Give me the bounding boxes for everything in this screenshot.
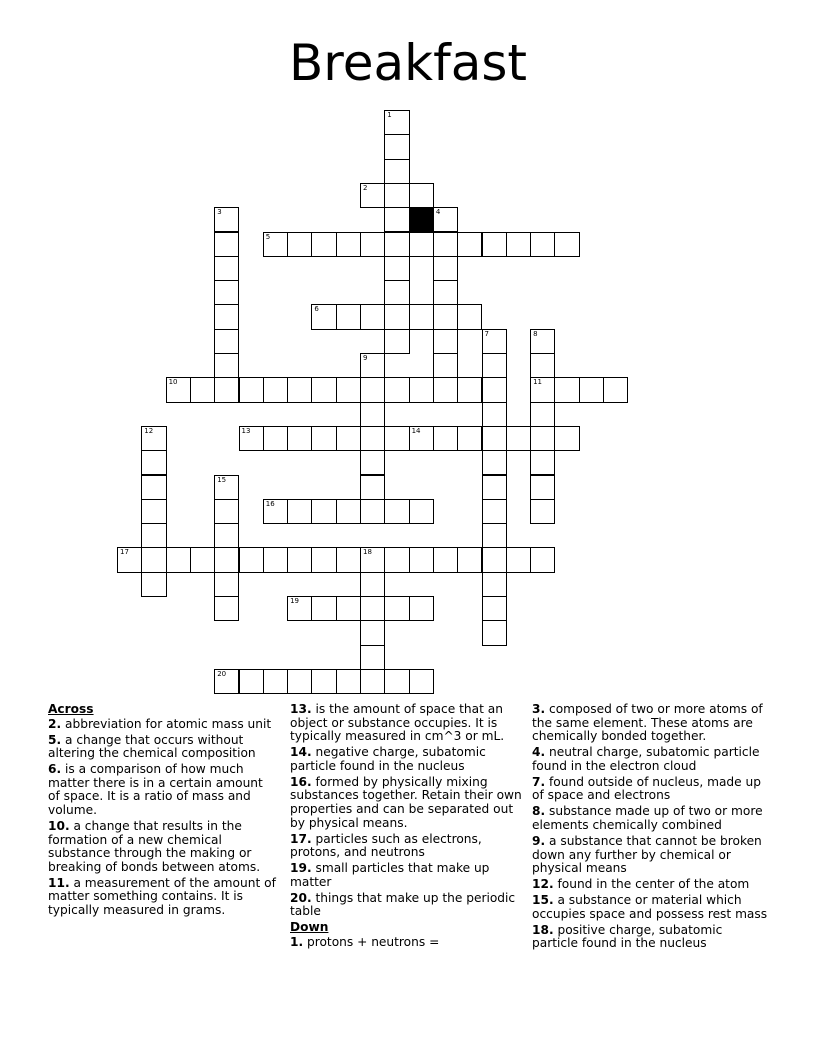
grid-cell[interactable] xyxy=(311,547,336,572)
grid-cell[interactable] xyxy=(384,304,409,329)
clue-number: 2. xyxy=(48,716,62,731)
clue-item xyxy=(532,894,772,921)
grid-cell[interactable] xyxy=(554,232,579,257)
grid-cell[interactable] xyxy=(433,304,458,329)
grid-cell[interactable] xyxy=(263,669,288,694)
clue-item xyxy=(290,776,526,830)
clue-number: 5. xyxy=(48,732,62,747)
grid-cell[interactable] xyxy=(409,499,434,524)
grid-cell[interactable] xyxy=(360,475,385,500)
grid-cell[interactable] xyxy=(239,669,264,694)
clue-text: a change that occurs without altering the chemical composition xyxy=(48,732,256,761)
clue-number: 13. xyxy=(290,702,312,716)
grid-cell[interactable] xyxy=(239,426,264,451)
clue-item xyxy=(532,805,772,832)
clue-text: positive charge, subatomic particle found in the nucleus xyxy=(532,922,723,951)
grid-cell[interactable] xyxy=(530,499,555,524)
clue-text: found in the center of the atom xyxy=(557,877,750,892)
clue-column-3 xyxy=(532,703,772,953)
grid-cell[interactable] xyxy=(141,572,166,597)
grid-cell[interactable] xyxy=(384,669,409,694)
clue-item xyxy=(290,703,526,744)
grid-cell[interactable] xyxy=(214,207,239,232)
across-heading: Across xyxy=(48,702,94,716)
grid-cell[interactable] xyxy=(603,377,628,402)
grid-cell[interactable] xyxy=(263,232,288,257)
grid-cell[interactable] xyxy=(384,110,409,135)
clue-number: 6. xyxy=(48,762,62,777)
clue-item xyxy=(48,820,276,874)
grid-cell[interactable] xyxy=(530,402,555,427)
clue-number: 18. xyxy=(532,922,554,937)
grid-cell[interactable] xyxy=(239,377,264,402)
grid-cell[interactable] xyxy=(457,304,482,329)
clue-number: 20. xyxy=(290,890,312,905)
grid-cell[interactable] xyxy=(482,329,507,354)
grid-cell[interactable] xyxy=(457,426,482,451)
clue-item xyxy=(290,746,526,773)
grid-cell[interactable] xyxy=(433,280,458,305)
grid-cell[interactable] xyxy=(482,353,507,378)
grid-cell[interactable] xyxy=(482,596,507,621)
clue-number: 4. xyxy=(532,745,546,760)
grid-cell[interactable] xyxy=(214,547,239,572)
grid-cell[interactable] xyxy=(287,547,312,572)
clue-number: 18 xyxy=(363,548,372,557)
grid-cell[interactable] xyxy=(287,377,312,402)
grid-cell[interactable] xyxy=(506,547,531,572)
grid-cell[interactable] xyxy=(360,232,385,257)
grid-cell[interactable] xyxy=(360,572,385,597)
grid-cell[interactable] xyxy=(190,377,215,402)
clue-number: 17. xyxy=(290,831,312,846)
grid-cell[interactable] xyxy=(360,377,385,402)
clue-column-1 xyxy=(48,703,276,920)
grid-cell[interactable] xyxy=(263,547,288,572)
grid-cell[interactable] xyxy=(360,596,385,621)
clue-number: 13 xyxy=(241,426,251,435)
blocked-cell xyxy=(409,207,434,232)
grid-cell[interactable] xyxy=(214,596,239,621)
clue-text: a measurement of the amount of matter something contains. It is typically measured in grams. xyxy=(48,875,276,917)
clue-item xyxy=(48,718,276,732)
clue-item xyxy=(532,924,772,951)
grid-cell[interactable] xyxy=(384,426,409,451)
grid-cell[interactable] xyxy=(263,426,288,451)
grid-cell[interactable] xyxy=(166,377,191,402)
grid-cell[interactable] xyxy=(409,426,434,451)
grid-cell[interactable] xyxy=(239,547,264,572)
grid-cell[interactable] xyxy=(360,450,385,475)
clue-number: 1. xyxy=(290,934,304,949)
grid-cell[interactable] xyxy=(433,256,458,281)
grid-cell[interactable] xyxy=(530,426,555,451)
clue-item xyxy=(532,835,772,876)
grid-cell[interactable] xyxy=(579,377,604,402)
grid-cell[interactable] xyxy=(384,159,409,184)
clue-text: formed by physically mixing substances together. Retain their own properties and can be separated out by physical means. xyxy=(290,774,522,830)
grid-cell[interactable] xyxy=(360,183,385,208)
grid-cell[interactable] xyxy=(336,377,361,402)
clue-item xyxy=(532,746,772,773)
grid-cell[interactable] xyxy=(214,353,239,378)
grid-cell[interactable] xyxy=(117,547,142,572)
clue-number: 8. xyxy=(532,804,546,819)
grid-cell[interactable] xyxy=(384,134,409,159)
clue-item xyxy=(48,734,276,761)
clue-number: 16 xyxy=(265,499,275,508)
grid-cell[interactable] xyxy=(287,669,312,694)
grid-cell[interactable] xyxy=(384,329,409,354)
grid-cell[interactable] xyxy=(482,620,507,645)
grid-cell[interactable] xyxy=(457,377,482,402)
grid-cell[interactable] xyxy=(311,426,336,451)
clue-item xyxy=(532,776,772,803)
grid-cell[interactable] xyxy=(433,329,458,354)
clue-number: 3. xyxy=(532,702,546,716)
grid-cell[interactable] xyxy=(384,596,409,621)
clue-number: 6 xyxy=(314,305,319,314)
grid-cell[interactable] xyxy=(482,232,507,257)
clue-number: 14. xyxy=(290,745,312,760)
grid-cell[interactable] xyxy=(482,377,507,402)
grid-cell[interactable] xyxy=(384,256,409,281)
grid-cell[interactable] xyxy=(384,377,409,402)
grid-cell[interactable] xyxy=(482,450,507,475)
grid-cell[interactable] xyxy=(409,377,434,402)
grid-cell[interactable] xyxy=(336,547,361,572)
grid-cell[interactable] xyxy=(287,232,312,257)
grid-cell[interactable] xyxy=(384,232,409,257)
clue-text: particles such as electrons, protons, and neutrons xyxy=(290,831,482,860)
grid-cell[interactable] xyxy=(336,232,361,257)
grid-cell[interactable] xyxy=(530,232,555,257)
grid-cell[interactable] xyxy=(141,523,166,548)
clue-number: 3 xyxy=(217,208,222,217)
clue-item xyxy=(290,833,526,860)
grid-cell[interactable] xyxy=(409,232,434,257)
grid-cell[interactable] xyxy=(506,232,531,257)
grid-cell[interactable] xyxy=(384,499,409,524)
clue-item xyxy=(532,703,772,744)
clue-text: small particles that make up matter xyxy=(290,861,490,889)
grid-cell[interactable] xyxy=(482,426,507,451)
grid-cell[interactable] xyxy=(360,547,385,572)
clue-number: 17 xyxy=(120,548,129,557)
grid-cell[interactable] xyxy=(482,547,507,572)
grid-cell[interactable] xyxy=(360,499,385,524)
grid-cell[interactable] xyxy=(433,426,458,451)
clue-number: 7. xyxy=(532,774,546,789)
grid-cell[interactable] xyxy=(433,232,458,257)
clue-number: 10 xyxy=(168,378,178,387)
grid-cell[interactable] xyxy=(336,426,361,451)
clue-text: abbreviation for atomic mass unit xyxy=(65,716,272,731)
grid-cell[interactable] xyxy=(360,669,385,694)
grid-cell[interactable] xyxy=(214,499,239,524)
grid-cell[interactable] xyxy=(214,377,239,402)
clue-text: substance made up of two or more elements chemically combined xyxy=(532,804,763,832)
grid-cell[interactable] xyxy=(311,669,336,694)
grid-cell[interactable] xyxy=(457,547,482,572)
clue-text: things that make up the periodic table xyxy=(290,890,516,919)
grid-cell[interactable] xyxy=(530,547,555,572)
clue-number: 15 xyxy=(217,475,227,484)
clue-number: 20 xyxy=(217,669,227,678)
grid-cell[interactable] xyxy=(166,547,191,572)
grid-cell[interactable] xyxy=(409,304,434,329)
grid-cell[interactable] xyxy=(409,596,434,621)
clue-text: negative charge, subatomic particle found in the nucleus xyxy=(290,745,486,773)
grid-cell[interactable] xyxy=(482,572,507,597)
grid-cell[interactable] xyxy=(554,426,579,451)
clue-item xyxy=(48,877,276,918)
grid-cell[interactable] xyxy=(409,669,434,694)
grid-cell[interactable] xyxy=(530,475,555,500)
clue-number: 4 xyxy=(435,208,441,217)
clue-number: 19. xyxy=(290,861,312,876)
clue-number: 10. xyxy=(48,818,70,833)
grid-cell[interactable] xyxy=(433,377,458,402)
grid-cell[interactable] xyxy=(360,645,385,670)
grid-cell[interactable] xyxy=(457,232,482,257)
grid-cell[interactable] xyxy=(214,572,239,597)
page-title: Breakfast xyxy=(288,34,527,92)
grid-cell[interactable] xyxy=(360,304,385,329)
grid-cell[interactable] xyxy=(409,183,434,208)
grid-cell[interactable] xyxy=(141,499,166,524)
clue-number: 9 xyxy=(363,354,368,362)
clue-number: 19 xyxy=(290,597,300,605)
grid-cell[interactable] xyxy=(287,499,312,524)
clue-number: 11. xyxy=(48,875,70,890)
grid-cell[interactable] xyxy=(482,475,507,500)
grid-cell[interactable] xyxy=(311,499,336,524)
grid-cell[interactable] xyxy=(311,377,336,402)
grid-cell[interactable] xyxy=(141,450,166,475)
grid-cell[interactable] xyxy=(336,499,361,524)
grid-cell[interactable] xyxy=(141,426,166,451)
grid-cell[interactable] xyxy=(530,353,555,378)
clue-item xyxy=(290,862,526,889)
grid-cell[interactable] xyxy=(214,280,239,305)
grid-cell[interactable] xyxy=(384,547,409,572)
grid-cell[interactable] xyxy=(214,304,239,329)
grid-cell[interactable] xyxy=(214,523,239,548)
clue-text: neutral charge, subatomic particle found in the electron cloud xyxy=(532,745,760,773)
down-heading: Down xyxy=(290,920,329,935)
grid-cell[interactable] xyxy=(530,450,555,475)
grid-cell[interactable] xyxy=(482,402,507,427)
clue-number: 9. xyxy=(532,833,546,848)
grid-cell[interactable] xyxy=(482,523,507,548)
clue-text: a change that results in the formation of a new chemical substance through the making or breaking of bonds between atoms. xyxy=(48,818,261,874)
clue-number: 8 xyxy=(533,329,538,338)
grid-cell[interactable] xyxy=(263,499,288,524)
grid-cell[interactable] xyxy=(311,304,336,329)
clue-number: 1 xyxy=(387,111,392,119)
clue-number: 16. xyxy=(290,774,312,789)
grid-cell[interactable] xyxy=(336,596,361,621)
clue-number: 7 xyxy=(484,329,489,338)
grid-cell[interactable] xyxy=(141,547,166,572)
clue-text: is a comparison of how much matter there is in a certain amount of space. It is a ratio of mass and volume. xyxy=(48,762,263,817)
grid-cell[interactable] xyxy=(554,377,579,402)
clue-number: 12 xyxy=(144,426,154,435)
grid-cell[interactable] xyxy=(530,377,555,402)
grid-cell[interactable] xyxy=(311,596,336,621)
grid-cell[interactable] xyxy=(530,329,555,354)
grid-cell[interactable] xyxy=(506,426,531,451)
grid-cell[interactable] xyxy=(360,402,385,427)
clue-number: 15. xyxy=(532,893,554,908)
clue-number: 5 xyxy=(265,232,271,241)
clue-text: is the amount of space that an object or substance occupies. It is typically measured in cm^3 or mL. xyxy=(290,702,505,744)
grid-cell[interactable] xyxy=(190,547,215,572)
grid-cell[interactable] xyxy=(263,377,288,402)
grid-cell[interactable] xyxy=(311,232,336,257)
grid-cell[interactable] xyxy=(482,499,507,524)
grid-cell[interactable] xyxy=(141,475,166,500)
grid-cell[interactable] xyxy=(384,183,409,208)
grid-cell[interactable] xyxy=(336,669,361,694)
clue-text: a substance that cannot be broken down any further by chemical or physical means xyxy=(532,833,762,876)
clue-text: found outside of nucleus, made up of space and electrons xyxy=(532,774,761,803)
grid-cell[interactable] xyxy=(287,596,312,621)
clue-column-2 xyxy=(290,703,526,952)
clue-item xyxy=(48,763,276,817)
grid-cell[interactable] xyxy=(433,547,458,572)
grid-cell[interactable] xyxy=(360,426,385,451)
clue-item xyxy=(532,878,772,892)
clue-number: 11 xyxy=(533,378,543,387)
clue-text: a substance or material which occupies space and possess rest mass xyxy=(532,893,768,921)
grid-cell[interactable] xyxy=(433,207,458,232)
grid-cell[interactable] xyxy=(384,280,409,305)
grid-cell[interactable] xyxy=(384,207,409,232)
grid-cell[interactable] xyxy=(214,669,239,694)
clue-number: 12. xyxy=(532,877,554,892)
grid-cell[interactable] xyxy=(336,304,361,329)
grid-cell[interactable] xyxy=(214,329,239,354)
grid-cell[interactable] xyxy=(360,353,385,378)
clue-number: 2 xyxy=(363,183,368,192)
grid-cell[interactable] xyxy=(287,426,312,451)
grid-cell[interactable] xyxy=(214,232,239,257)
grid-cell[interactable] xyxy=(214,256,239,281)
clue-number: 14 xyxy=(411,426,421,435)
grid-cell[interactable] xyxy=(433,353,458,378)
grid-cell[interactable] xyxy=(360,620,385,645)
clue-item xyxy=(290,936,526,950)
grid-cell[interactable] xyxy=(409,547,434,572)
clue-text: protons + neutrons = xyxy=(307,934,440,949)
clue-item xyxy=(290,892,526,919)
grid-cell[interactable] xyxy=(214,475,239,500)
clue-text: composed of two or more atoms of the same element. These atoms are chemically bonded together. xyxy=(532,702,763,744)
